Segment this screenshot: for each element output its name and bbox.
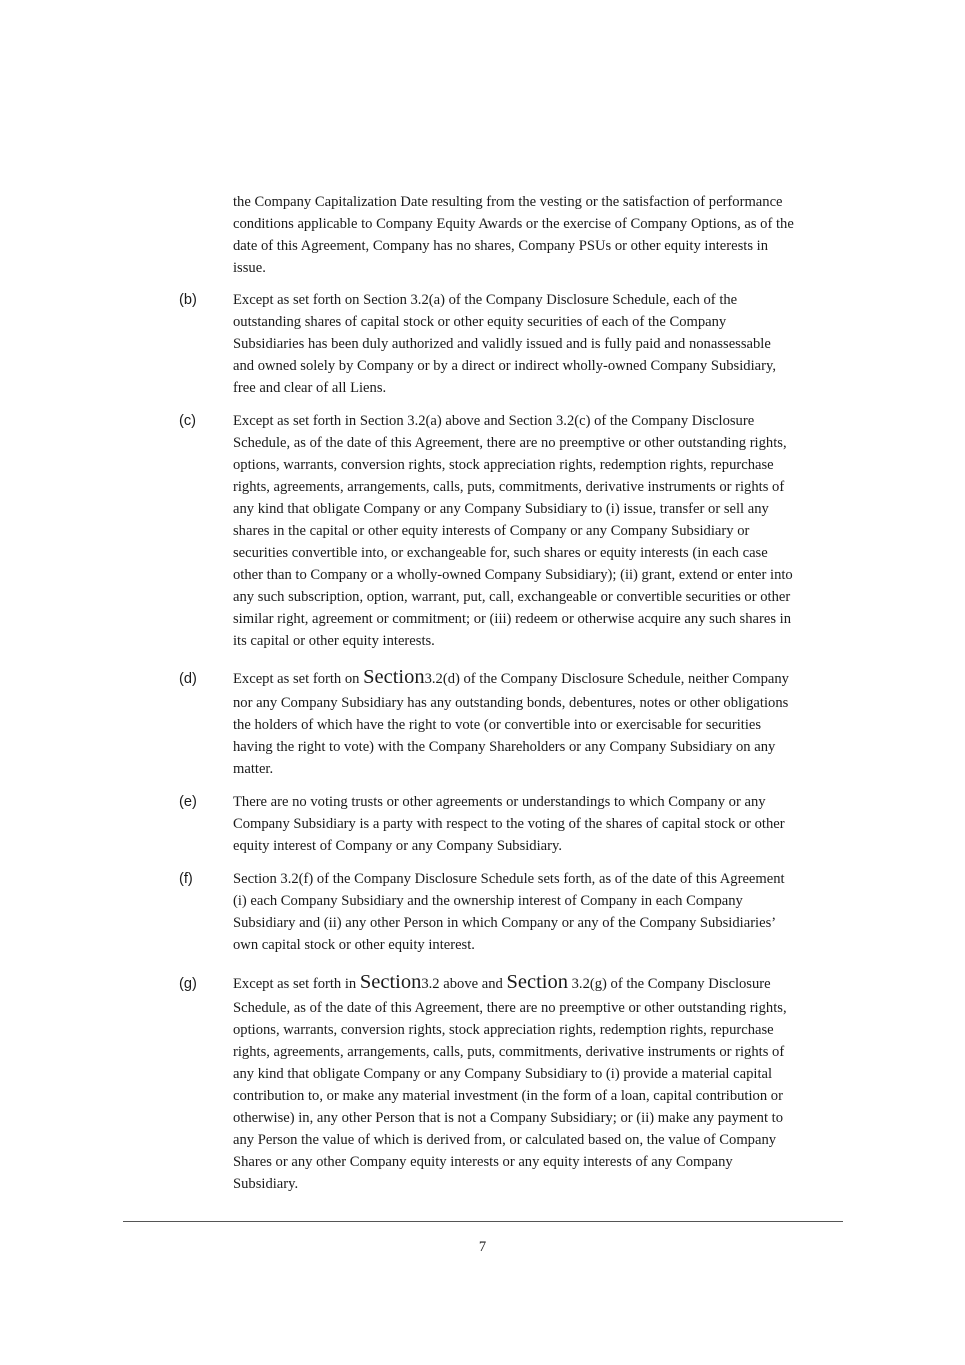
text-line: Subsidiaries has been duly authorized and validly issued and is fully paid and nonassessable <box>233 336 771 352</box>
clause-d-text <box>233 666 845 780</box>
clause-g-label: (g) <box>179 976 197 992</box>
text-line: options, warrants, conversion rights, stock appreciation rights, redemption rights, repurchase <box>233 1022 774 1038</box>
text-line <box>233 971 845 997</box>
clause-b-text <box>233 289 845 399</box>
text-line: options, warrants, conversion rights, stock appreciation rights, redemption rights, repurchase <box>233 457 774 473</box>
section-heading-run: Section <box>363 666 425 688</box>
text-line: Schedule, as of the date of this Agreement, there are no preemptive or other outstanding rights, <box>233 435 787 451</box>
text-line: nor any Company Subsidiary has any outstanding bonds, debentures, notes or other obligations <box>233 695 789 711</box>
text-run: 3.2(g) of the Company Disclosure <box>567 976 771 992</box>
text-line: equity interest of Company or any Company Subsidiary. <box>233 838 562 854</box>
text-line: having the right to vote) with the Company Shareholders or any Company Subsidiary on any <box>233 739 776 755</box>
footer-divider <box>123 1221 843 1222</box>
text-line: (i) each Company Subsidiary and the ownership interest of Company in each Company <box>233 893 743 909</box>
text-line: any kind that obligate Company or any Company Subsidiary to (i) issue, transfer or sell any <box>233 501 769 517</box>
text-line: Subsidiary and (ii) any other Person in which Company or any of the Company Subsidiaries’ <box>233 915 777 931</box>
text-line: free and clear of all Liens. <box>233 380 387 396</box>
clause-c-text <box>233 410 845 652</box>
text-line: any kind that obligate Company or any Company Subsidiary to (i) provide a material capital <box>233 1066 773 1082</box>
text-line: and owned solely by Company or by a direct or indirect wholly-owned Company Subsidiary, <box>233 358 776 374</box>
clause-e-label: (e) <box>179 794 197 810</box>
text-line: date of this Agreement, Company has no shares, Company PSUs or other equity interests in <box>233 238 769 254</box>
clause-e-text <box>233 791 845 857</box>
text-line: matter. <box>233 761 274 777</box>
text-line: contribution to, or make any material investment (in the form of a loan, capital contribution or <box>233 1088 783 1104</box>
text-run: Except as set forth on <box>233 671 364 687</box>
text-line: issue. <box>233 260 266 276</box>
text-run: 3.2 above and <box>421 976 507 992</box>
page-number: 7 <box>478 1239 487 1255</box>
text-run: 3.2(d) of the Company Disclosure Schedule, neither Company <box>424 671 789 687</box>
text-line: conditions applicable to Company Equity Awards or the exercise of Company Options, as of the <box>233 216 794 232</box>
text-line: Shares or any other Company equity interests or any equity interests of any Company <box>233 1154 733 1170</box>
text-line <box>233 666 845 692</box>
section-heading-run: Section <box>359 971 422 993</box>
text-line: otherwise) in, any other Person that is not a Company Subsidiary; or (ii) make any payment to <box>233 1110 783 1126</box>
text-line: Section 3.2(f) of the Company Disclosure Schedule sets forth, as of the date of this Agreement <box>233 871 785 887</box>
text-line: securities convertible into, or exchangeable for, such shares or equity interests (in each case <box>233 545 768 561</box>
clause-d-label: (d) <box>179 671 197 687</box>
text-line: Except as set forth on Section 3.2(a) of the Company Disclosure Schedule, each of the <box>233 292 738 308</box>
clause-f-label: (f) <box>179 871 193 887</box>
continuation-paragraph <box>233 191 845 279</box>
text-line: other than to Company or a wholly-owned Company Subsidiary); (ii) grant, extend or enter into <box>233 567 793 583</box>
text-line: rights, agreements, arrangements, calls, puts, commitments, derivative instruments or rights of <box>233 479 785 495</box>
text-line: shares in the capital or other equity interests of Company or any Company Subsidiary or <box>233 523 750 539</box>
text-line: similar right, agreement or commitment; or (iii) redeem or otherwise acquire any such shares in <box>233 611 792 627</box>
section-heading-run: Section <box>506 971 568 993</box>
text-line: any such subscription, option, warrant, put, call, exchangeable or convertible securities or other <box>233 589 791 605</box>
clause-c-label: (c) <box>179 413 197 429</box>
text-line: outstanding shares of capital stock or other equity securities of each of the Company <box>233 314 727 330</box>
text-line: Schedule, as of the date of this Agreement, there are no preemptive or other outstanding rights, <box>233 1000 787 1016</box>
clause-f-text <box>233 868 845 956</box>
text-line: the holders of which have the right to vote (or convertible into or exercisable for securities <box>233 717 762 733</box>
text-line: its capital or other equity interests. <box>233 633 435 649</box>
text-line: Company Subsidiary is a party with respect to the voting of the shares of capital stock or other <box>233 816 785 832</box>
text-line: Subsidiary. <box>233 1176 299 1192</box>
text-line: rights, agreements, arrangements, calls, puts, commitments, derivative instruments or rights of <box>233 1044 785 1060</box>
text-line: own capital stock or other equity interest. <box>233 937 475 953</box>
text-run: Except as set forth in <box>233 976 360 992</box>
text-line: There are no voting trusts or other agreements or understandings to which Company or any <box>233 794 766 810</box>
text-line: Except as set forth in Section 3.2(a) above and Section 3.2(c) of the Company Disclosure <box>233 413 755 429</box>
text-line: any Person the value of which is derived from, or calculated based on, the value of Company <box>233 1132 777 1148</box>
text-line: the Company Capitalization Date resulting from the vesting or the satisfaction of performance <box>233 194 783 210</box>
clause-g-text <box>233 971 845 1195</box>
clause-b-label: (b) <box>179 292 197 308</box>
